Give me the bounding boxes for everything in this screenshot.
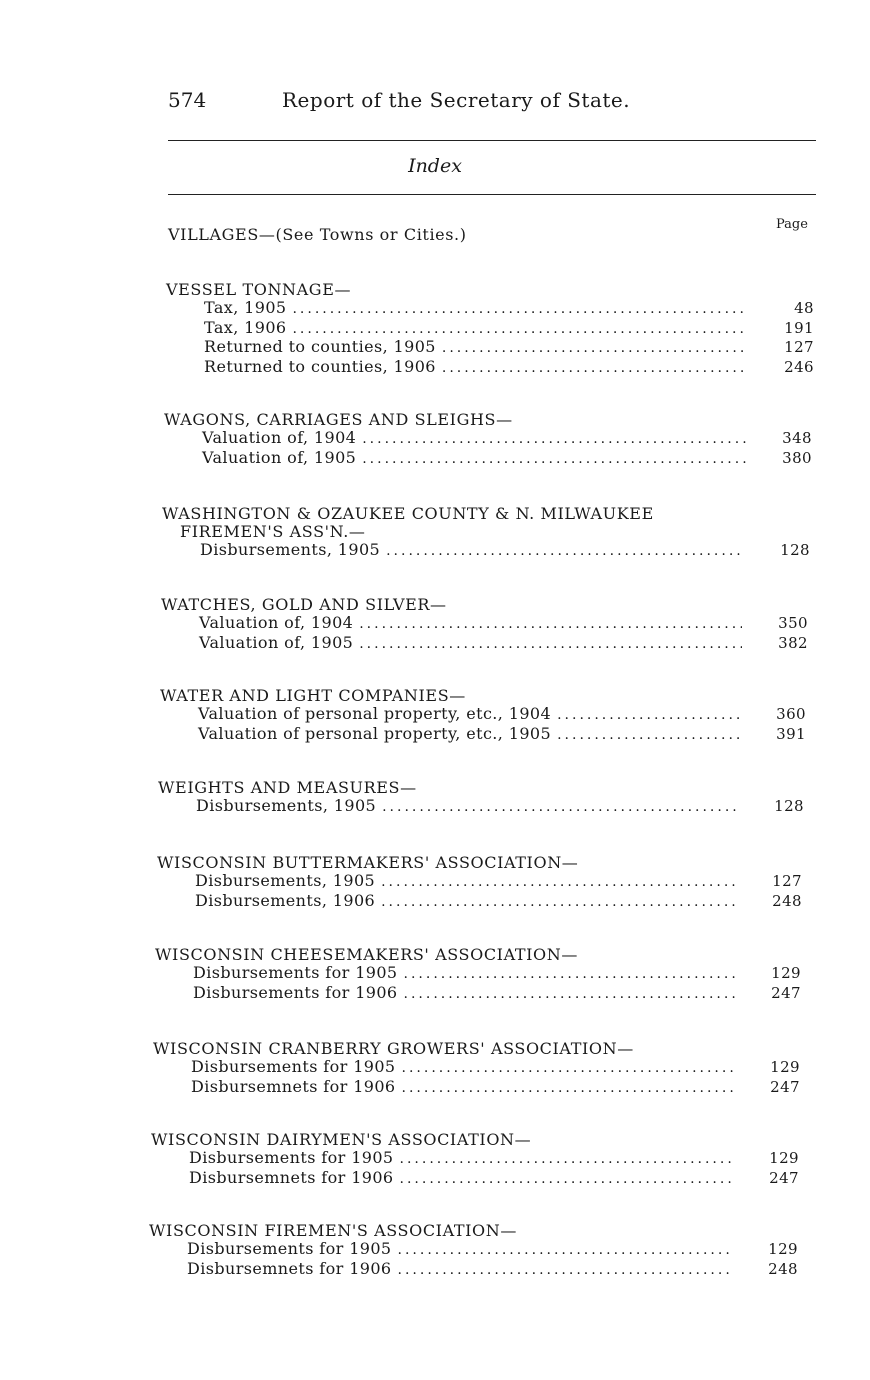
entry-heading bbox=[164, 411, 812, 429]
dot-leader bbox=[381, 873, 736, 892]
subentry-label: Disbursements for 1905 bbox=[193, 963, 398, 982]
subentry-label: Disbursements for 1905 bbox=[189, 1148, 394, 1167]
subentry-row bbox=[149, 1240, 798, 1260]
subentry-row bbox=[161, 634, 808, 654]
entry-heading bbox=[166, 281, 814, 299]
subentry-row bbox=[149, 1260, 798, 1280]
subentry-row bbox=[164, 429, 812, 449]
dot-leader bbox=[442, 339, 748, 358]
subentry-page-number: 247 bbox=[770, 1077, 800, 1096]
subentry-page-number: 247 bbox=[769, 1168, 799, 1187]
dot-leader bbox=[404, 985, 735, 1004]
subentry-label: Valuation of, 1905 bbox=[199, 632, 354, 652]
dot-leader bbox=[400, 1170, 733, 1189]
subentry-page-number: 348 bbox=[782, 429, 812, 447]
dot-leader bbox=[404, 965, 735, 984]
subentry-label: Valuation of personal property, etc., 1905 bbox=[198, 723, 552, 743]
entry-heading bbox=[160, 687, 806, 705]
subentry-row bbox=[155, 964, 801, 984]
dot-leader bbox=[557, 726, 740, 745]
index-entry bbox=[166, 281, 814, 377]
subentry-label: Disbursemnets for 1906 bbox=[187, 1258, 392, 1278]
entry-heading-text: WISCONSIN BUTTERMAKERS' ASSOCIATION— bbox=[157, 853, 579, 872]
subentry-label: Returned to counties, 1906 bbox=[204, 356, 436, 376]
index-entry bbox=[161, 596, 808, 653]
subentry-row bbox=[151, 1149, 799, 1169]
index-entry bbox=[157, 854, 802, 911]
index-entry bbox=[168, 226, 816, 244]
entry-heading-text: WISCONSIN CHEESEMAKERS' ASSOCIATION— bbox=[155, 945, 578, 964]
dot-leader bbox=[362, 450, 746, 469]
dot-leader bbox=[398, 1241, 732, 1260]
subentry-row bbox=[166, 319, 814, 339]
subentry-page-number: 350 bbox=[778, 614, 808, 632]
subentry-label: Disbursements, 1905 bbox=[196, 796, 377, 815]
subentry-row bbox=[158, 797, 804, 817]
entry-heading bbox=[157, 854, 802, 872]
subentry-label: Disbursements, 1905 bbox=[200, 540, 381, 559]
entry-heading bbox=[151, 1131, 799, 1149]
running-head: Report of the Secretary of State. bbox=[282, 88, 631, 112]
subentry-page-number: 128 bbox=[774, 797, 804, 815]
subentry-row bbox=[160, 725, 806, 745]
subentry-row bbox=[162, 541, 810, 561]
subentry-page-number: 360 bbox=[776, 705, 806, 723]
dot-leader bbox=[557, 706, 740, 725]
page-column-label: Page bbox=[776, 217, 808, 232]
index-entry bbox=[151, 1131, 799, 1188]
entry-heading bbox=[153, 1040, 800, 1058]
subentry-row bbox=[164, 449, 812, 469]
subentry-page-number: 129 bbox=[769, 1149, 799, 1167]
index-entry bbox=[149, 1222, 798, 1279]
dot-leader bbox=[292, 320, 748, 339]
subentry-label: Disbursements, 1906 bbox=[195, 890, 376, 910]
entry-heading bbox=[158, 779, 804, 797]
entry-heading-text: WEIGHTS AND MEASURES— bbox=[158, 778, 417, 797]
header-rule bbox=[168, 140, 816, 141]
index-entry bbox=[155, 946, 801, 1003]
subentry-label: Disbursemnets for 1906 bbox=[191, 1076, 396, 1096]
entry-heading bbox=[162, 505, 810, 541]
index-entry bbox=[160, 687, 806, 744]
subentry-label: Tax, 1906 bbox=[204, 317, 287, 337]
subentry-row bbox=[160, 705, 806, 725]
subentry-page-number: 129 bbox=[768, 1240, 798, 1258]
entry-heading bbox=[161, 596, 808, 614]
subentry-page-number: 128 bbox=[780, 541, 810, 559]
subentry-page-number: 191 bbox=[784, 318, 814, 337]
subentry-row bbox=[157, 872, 802, 892]
entry-heading-text: WISCONSIN CRANBERRY GROWERS' ASSOCIATION— bbox=[153, 1039, 634, 1058]
subentry-row bbox=[153, 1078, 800, 1098]
subentry-page-number: 391 bbox=[776, 724, 806, 743]
subentry-page-number: 48 bbox=[794, 299, 814, 317]
dot-leader bbox=[402, 1079, 734, 1098]
subentry-label: Disbursements for 1906 bbox=[193, 982, 398, 1002]
entry-heading-text: WATCHES, GOLD AND SILVER— bbox=[161, 595, 447, 614]
entry-heading-text: WISCONSIN FIREMEN'S ASSOCIATION— bbox=[149, 1221, 517, 1240]
index-entry bbox=[164, 411, 812, 468]
index-title: Index bbox=[408, 155, 462, 177]
subentry-label: Valuation of, 1904 bbox=[202, 428, 357, 447]
index-entry bbox=[158, 779, 804, 817]
dot-leader bbox=[292, 300, 748, 319]
subentry-page-number: 248 bbox=[768, 1259, 798, 1278]
dot-leader bbox=[381, 893, 736, 912]
subentry-row bbox=[153, 1058, 800, 1078]
dot-leader bbox=[382, 798, 738, 817]
subentry-row bbox=[157, 892, 802, 912]
subentry-page-number: 380 bbox=[782, 448, 812, 467]
dot-leader bbox=[359, 635, 742, 654]
subentry-row bbox=[166, 358, 814, 378]
dot-leader bbox=[398, 1261, 732, 1280]
subentry-page-number: 247 bbox=[771, 983, 801, 1002]
subentry-page-number: 246 bbox=[784, 357, 814, 376]
subentry-page-number: 127 bbox=[772, 872, 802, 890]
entry-heading-text: WAGONS, CARRIAGES AND SLEIGHS— bbox=[164, 410, 513, 429]
subentry-row bbox=[161, 614, 808, 634]
subentry-label: Disbursemnets for 1906 bbox=[189, 1167, 394, 1187]
subentry-row bbox=[155, 984, 801, 1004]
index-rule bbox=[168, 194, 816, 195]
subentry-page-number: 382 bbox=[778, 633, 808, 652]
subentry-row bbox=[166, 338, 814, 358]
dot-leader bbox=[402, 1059, 734, 1078]
dot-leader bbox=[442, 359, 748, 378]
subentry-label: Returned to counties, 1905 bbox=[204, 337, 436, 356]
subentry-row bbox=[151, 1169, 799, 1189]
index-entry bbox=[162, 505, 810, 561]
subentry-page-number: 127 bbox=[784, 338, 814, 356]
subentry-label: Disbursements for 1905 bbox=[187, 1239, 392, 1258]
subentry-page-number: 248 bbox=[772, 891, 802, 910]
subentry-label: Tax, 1905 bbox=[204, 298, 287, 317]
entry-heading bbox=[168, 226, 816, 244]
subentry-page-number: 129 bbox=[771, 964, 801, 982]
entry-heading-text: VESSEL TONNAGE— bbox=[166, 280, 352, 299]
entry-heading bbox=[155, 946, 801, 964]
dot-leader bbox=[362, 430, 746, 449]
subentry-label: Valuation of, 1904 bbox=[199, 613, 354, 632]
page-number: 574 bbox=[168, 88, 207, 112]
dot-leader bbox=[400, 1150, 733, 1169]
subentry-label: Valuation of personal property, etc., 1904 bbox=[198, 704, 552, 723]
subentry-page-number: 129 bbox=[770, 1058, 800, 1076]
dot-leader bbox=[359, 615, 742, 634]
subentry-label: Disbursements for 1905 bbox=[191, 1057, 396, 1076]
subentry-label: Disbursements, 1905 bbox=[195, 871, 376, 890]
dot-leader bbox=[386, 542, 744, 561]
subentry-label: Valuation of, 1905 bbox=[202, 447, 357, 467]
entry-heading-text: WATER AND LIGHT COMPANIES— bbox=[160, 686, 466, 705]
entry-heading-text: WASHINGTON & OZAUKEE COUNTY & N. MILWAUKEE bbox=[162, 504, 654, 523]
subentry-row bbox=[166, 299, 814, 319]
entry-heading-continuation: FIREMEN'S ASS'N.— bbox=[180, 522, 366, 541]
entry-heading bbox=[149, 1222, 798, 1240]
index-entry bbox=[153, 1040, 800, 1097]
entry-heading-text: VILLAGES—(See Towns or Cities.) bbox=[168, 225, 467, 244]
entry-heading-text: WISCONSIN DAIRYMEN'S ASSOCIATION— bbox=[151, 1130, 532, 1149]
